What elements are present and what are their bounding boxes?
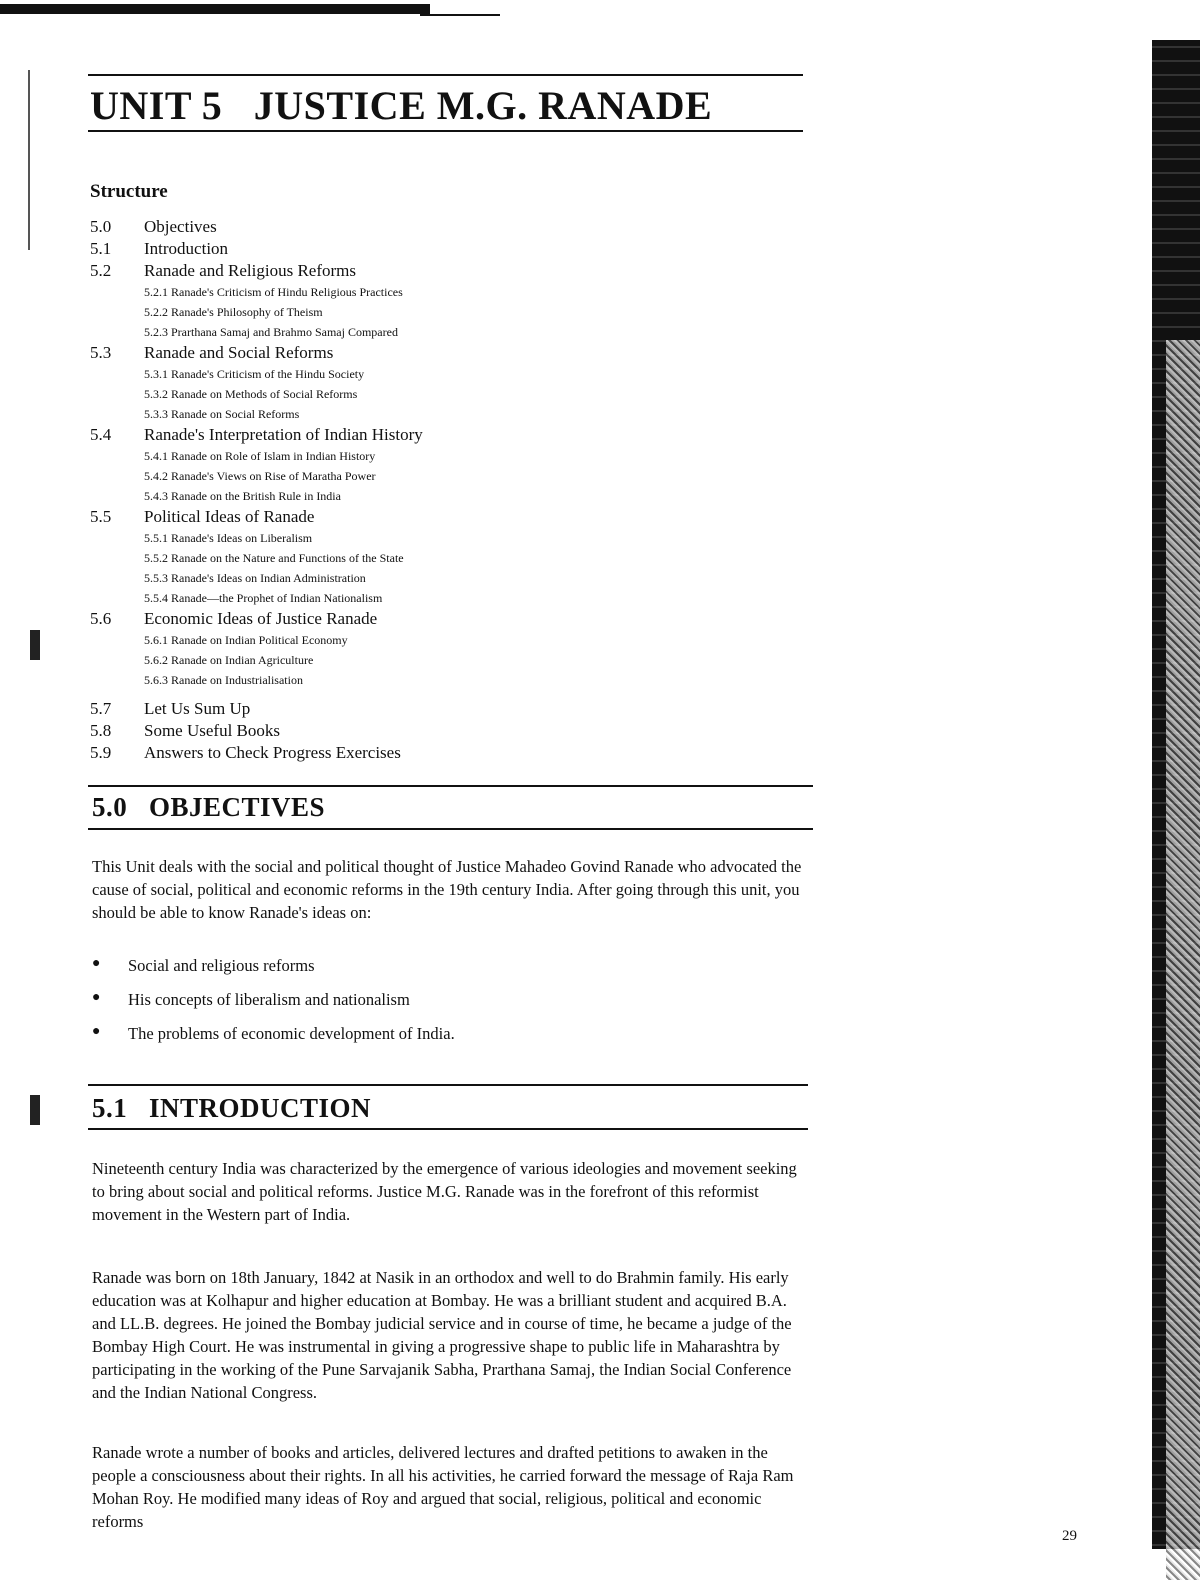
toc-entry-title: Ranade and Religious Reforms bbox=[144, 261, 356, 280]
toc-entry-number: 5.0 bbox=[90, 217, 112, 236]
scan-binding-edge bbox=[1152, 40, 1200, 1549]
toc-subentry: 5.6.1 Ranade on Indian Political Economy bbox=[144, 633, 348, 647]
toc-subentry: 5.5.3 Ranade's Ideas on Indian Administration bbox=[144, 571, 366, 585]
title-top-rule bbox=[88, 74, 803, 76]
toc-subentry: 5.3.1 Ranade's Criticism of the Hindu Society bbox=[144, 367, 365, 381]
section-top-rule bbox=[88, 785, 813, 787]
list-item: ● The problems of economic development of India. bbox=[92, 1024, 455, 1043]
toc-subentry: 5.4.3 Ranade on the British Rule in India bbox=[144, 489, 341, 503]
toc-entry-number: 5.6 bbox=[90, 609, 112, 628]
toc-entry-title: Introduction bbox=[144, 239, 229, 258]
toc-subentry: 5.4.2 Ranade's Views on Rise of Maratha Power bbox=[144, 469, 376, 483]
introduction-paragraph: Ranade was born on 18th January, 1842 at Nasik in an orthodox and well to do Brahmin family. His early education was at Kolhapur and higher education at Bombay. He was a brilliant student and acquired B.A. and LL.B. degrees. He joined the Bombay judicial service and in course of time, he became a judge of the Bombay High Court. He was instrumental in giving a progressive shape to public life in Maharashtra by participating in the working of the Pune Sarvajanik Sabha, Prarthana Samaj, the Indian Social Conference and the Indian National Congress. bbox=[92, 1268, 792, 1402]
toc-entry bbox=[90, 608, 650, 630]
objectives-bullet-list bbox=[92, 956, 792, 1058]
toc-entry-number: 5.2 bbox=[90, 261, 112, 280]
list-item: ● His concepts of liberalism and nationalism bbox=[92, 990, 410, 1009]
structure-heading: Structure bbox=[90, 181, 168, 202]
toc-subentry: 5.4.1 Ranade on Role of Islam in Indian History bbox=[144, 449, 376, 463]
toc-entry-number: 5.1 bbox=[90, 239, 112, 258]
toc-subentry: 5.5.4 Ranade—the Prophet of Indian Nationalism bbox=[144, 591, 383, 605]
scan-left-mark bbox=[30, 1095, 40, 1125]
list-item: ● Social and religious reforms bbox=[92, 956, 315, 975]
objectives-heading: 5.0 OBJECTIVES bbox=[92, 792, 326, 822]
toc-entry-number: 5.8 bbox=[90, 721, 112, 740]
section-bottom-rule bbox=[88, 828, 813, 830]
page-number: 29 bbox=[1062, 1528, 1077, 1544]
top-scan-bar bbox=[0, 4, 500, 18]
introduction-paragraph: Ranade wrote a number of books and articles, delivered lectures and drafted petitions to awaken in the people a consciousness about their rights. In all his activities, he carried forward the message of Raja Ram Mohan Roy. He modified many ideas of Roy and argued that social, religious, political and economic reforms bbox=[92, 1443, 794, 1531]
title-bottom-rule bbox=[88, 130, 803, 132]
bullet-icon: ● bbox=[92, 956, 101, 971]
toc-entry-number: 5.3 bbox=[90, 343, 112, 362]
toc-entry bbox=[90, 698, 650, 720]
toc-entry-title: Political Ideas of Ranade bbox=[144, 507, 315, 526]
toc-entry-title: Economic Ideas of Justice Ranade bbox=[144, 609, 378, 628]
toc-entry-title: Let Us Sum Up bbox=[144, 699, 251, 718]
scan-left-mark bbox=[28, 70, 30, 250]
toc-subentry: 5.2.3 Prarthana Samaj and Brahmo Samaj Compared bbox=[144, 325, 398, 339]
introduction-paragraph: Nineteenth century India was characterized by the emergence of various ideologies and movement seeking to bring about social and political reforms. Justice M.G. Ranade was in the forefront of this reformist movement in the Western part of India. bbox=[92, 1159, 797, 1224]
section-bottom-rule bbox=[88, 1128, 808, 1130]
toc-entry-title: Objectives bbox=[144, 217, 217, 236]
objectives-paragraph: This Unit deals with the social and political thought of Justice Mahadeo Govind Ranade who advocated the cause of social, political and economic reforms in the 19th century India. After going through this unit, you should be able to know Ranade's ideas on: bbox=[92, 857, 802, 922]
section-top-rule bbox=[88, 1084, 808, 1086]
toc-entry-number: 5.4 bbox=[90, 425, 112, 444]
toc-subentry: 5.5.1 Ranade's Ideas on Liberalism bbox=[144, 531, 313, 545]
toc-subentry: 5.2.1 Ranade's Criticism of Hindu Religious Practices bbox=[144, 285, 403, 299]
toc-entry bbox=[90, 742, 650, 764]
toc-entry-number: 5.5 bbox=[90, 507, 112, 526]
unit-title: UNIT 5 JUSTICE M.G. RANADE bbox=[90, 83, 713, 128]
bullet-icon: ● bbox=[92, 1024, 101, 1039]
toc-entry-title: Some Useful Books bbox=[144, 721, 280, 740]
toc-entry bbox=[90, 424, 650, 446]
toc-entry bbox=[90, 720, 650, 742]
toc-subentry: 5.6.2 Ranade on Indian Agriculture bbox=[144, 653, 314, 667]
toc-entry-number: 5.9 bbox=[90, 743, 112, 762]
toc-entry-title: Ranade and Social Reforms bbox=[144, 343, 334, 362]
table-of-contents bbox=[90, 216, 650, 764]
toc-subentry: 5.3.2 Ranade on Methods of Social Reforms bbox=[144, 387, 358, 401]
bullet-icon: ● bbox=[92, 990, 101, 1005]
toc-entry bbox=[90, 260, 650, 282]
toc-subentry: 5.3.3 Ranade on Social Reforms bbox=[144, 407, 300, 421]
introduction-heading: 5.1 INTRODUCTION bbox=[92, 1093, 372, 1123]
toc-subentry: 5.2.2 Ranade's Philosophy of Theism bbox=[144, 305, 323, 319]
toc-entry-title: Ranade's Interpretation of Indian History bbox=[144, 425, 423, 444]
toc-entry-number: 5.7 bbox=[90, 699, 112, 718]
toc-entry bbox=[90, 238, 650, 260]
toc-entry bbox=[90, 506, 650, 528]
toc-entry bbox=[90, 216, 650, 238]
toc-subentry: 5.5.2 Ranade on the Nature and Functions of the State bbox=[144, 551, 404, 565]
toc-entry bbox=[90, 342, 650, 364]
scan-left-mark bbox=[30, 630, 40, 660]
toc-entry-title: Answers to Check Progress Exercises bbox=[144, 743, 401, 762]
toc-subentry: 5.6.3 Ranade on Industrialisation bbox=[144, 673, 303, 687]
